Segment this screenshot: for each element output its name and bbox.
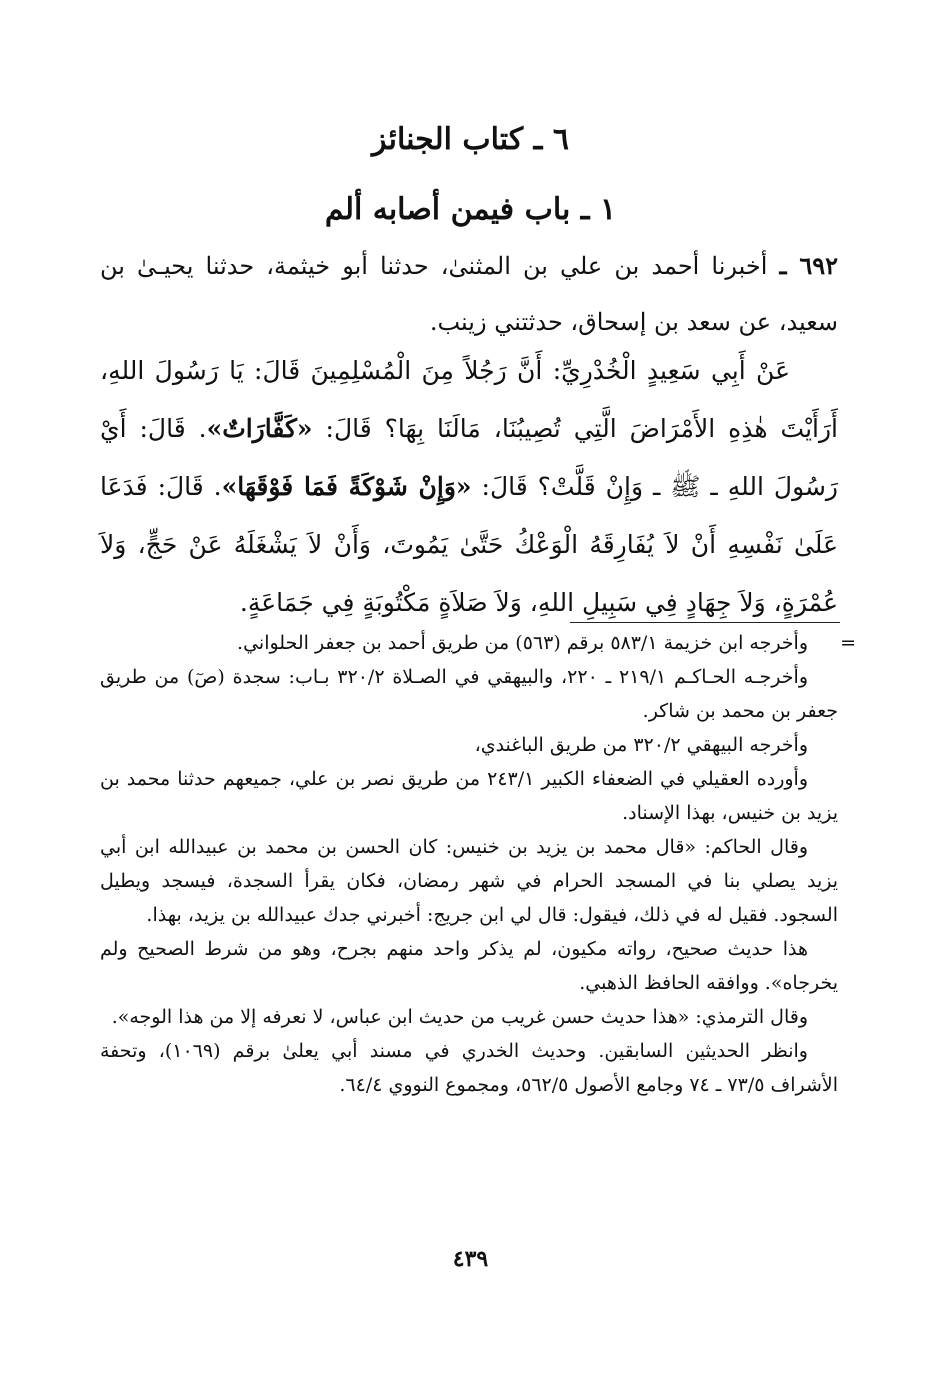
matn-text: عَنْ أَبِي سَعِيدٍ الْخُدْرِيِّ: أَنَّ رَجُلاً مِنَ الْمُسْلِمِينَ قَالَ: يَا رَسُولَ اللهِ، أَرَأَيْتَ هٰذِهِ الأَمْرَاضَ الَّتِي تُصِيبُنَا، مَالَنَا بِهَا؟ قَالَ: [100,356,839,443]
footnote-paragraph: وأورده العقيلي في الضعفاء الكبير ٢٤٣/١ من طريق نصر بن علي، جميعهم حدثنا محمد بن يزيد بن خنيس، بهذا الإسناد. [100,768,838,824]
hadith-isnad [100,238,838,350]
matn-paragraph [100,342,838,632]
matn-prophetic-word: «وَإِنْ شَوْكَةً فَمَا فَوْقَهَا» [221,472,472,501]
footnote-paragraph: هذا حديث صحيح، رواته مكيون، لم يذكر واحد منهم بجرح، وهو من شرط الصحيح ولم يخرجاه». ووافقه الحافظ الذهبي. [100,938,838,994]
book-title: ٦ ـ كتاب الجنائز [372,122,569,157]
footnote-paragraph: وأخرجه ابن خزيمة ٥٨٣/١ برقم (٥٦٣) من طريق أحمد بن جعفر الحلواني. [237,632,808,654]
footnote-paragraph: وأخرجه البيهقي ٣٢٠/٢ من طريق الباغندي، [474,734,808,756]
footnote-paragraph: وقال الترمذي: «هذا حديث حسن غريب من حديث ابن عباس، لا نعرفه إلا من هذا الوجه». [111,1006,808,1028]
page-number: ٤٣٩ [452,1246,489,1272]
chapter-title: ١ ـ باب فيمن أصابه ألم [324,192,617,227]
matn-text: . قَالَ: أَيْ رَسُولَ اللهِ ـ ﷺ ـ وَإِنْ قَلَّتْ؟ قَالَ: [100,414,839,501]
footnotes [100,626,856,1102]
hadith-matn [100,342,838,632]
hadith-number: ٦٩٢ ـ [779,251,838,280]
isnad-text: أخبرنا أحمد بن علي بن المثنىٰ، حدثنا أبو خيثمة، حدثنا يحيـىٰ بن سعيد، عن سعد بن إسحاق، حدثتني زينب. [100,252,838,336]
footnote-divider [570,622,840,623]
matn-prophetic-word: «كَفَّارَاتٌ» [206,414,313,443]
footnote-paragraph: وانظر الحديثين السابقين. وحديث الخدري في مسند أبي يعلىٰ برقم (١٠٦٩)، وتحفة الأشراف ٧٣/٥ ـ ٧٤ وجامع الأصول ٥٦٢/٥، ومجموع النووي ٦٤/٤. [100,1040,838,1096]
footnote-paragraph: وأخرجـه الحـاكـم ٢١٩/١ ـ ٢٢٠، والبيهقي في الصـلاة ٣٢٠/٢ بـاب: سجدة (صٓ) من طريق جعفر بن محمد بن شاكر. [100,666,838,722]
footnote-continuation-mark: = [840,632,856,654]
footnote-paragraph: وقال الحاكم: «قال محمد بن يزيد بن خنيس: كان الحسن بن محمد بن عبيدالله ابن أبي يزيد يصلي بنا في المسجد الحرام في شهر رمضان، فكان يقرأ السجدة، فيسجد ويطيل السجود. فقيل له في ذلك، فيقول: قال لي ابن جريج: أخبرني جدك عبيدالله بن يزيد، بهذا. [100,836,838,926]
matn-text: . قَالَ: فَدَعَا عَلَىٰ نَفْسِهِ أَنْ لاَ يُفَارِقَهُ الْوَعْكُ حَتَّىٰ يَمُوتَ، وَأَنْ لاَ يَشْغَلَهُ عَنْ حَجٍّ، وَلاَ عُمْرَةٍ، وَلاَ جِهَادٍ فِي سَبِيلِ اللهِ، وَلاَ صَلاَةٍ مَكْتُوبَةٍ فِي جَمَاعَةٍ. [100,472,838,617]
